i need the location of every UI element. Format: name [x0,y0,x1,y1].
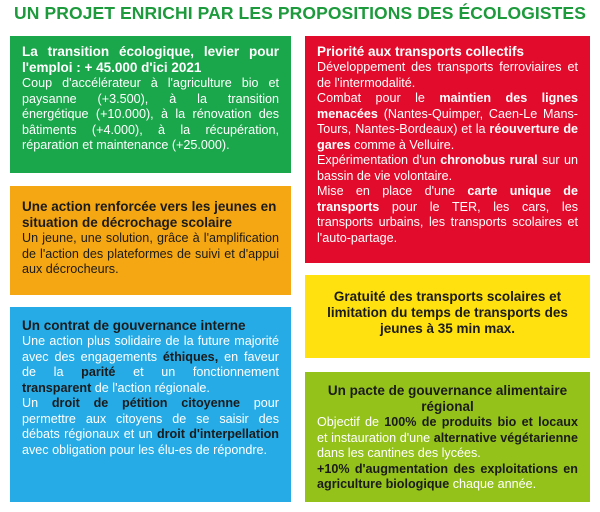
box-transports-p2: Combat pour le maintien des lignes menacées (Nantes-Quimper, Caen-Le Mans-Tours, Nantes-Bordeaux) et la réouverture de gares comme à Velluire. [317,91,579,152]
box-alimentaire-p2: +10% d'augmentation des exploitations en agriculture biologique chaque année. [317,461,578,491]
box-emploi-heading: La transition écologique, levier pour l'emploi : + 45.000 d'ici 2021 [22,44,279,75]
box-transports [305,36,590,263]
box-gouvernance [10,307,291,502]
box-alimentaire [305,372,590,502]
box-gouvernance-p2: Un droit de pétition citoyenne pour permettre aux citoyens de se saisir des débats régionaux et un droit d'interpellation avec obligation pour les élu-es de répondre. [22,396,279,457]
box-gratuite [305,275,590,358]
box-emploi-body: Coup d'accélérateur à l'agriculture bio et paysanne (+3.500), à la transition énergétique (+10.000), à la rénovation des bâtiments (+4.000), à la récupération, réparation et maintenance (+25.000). [22,76,279,152]
box-alimentaire-heading: Un pacte de gouvernance alimentaire régional [327,383,568,414]
box-decrochage [10,186,291,295]
box-transports-heading: Priorité aux transports collectifs [317,44,525,59]
box-decrochage-body: Un jeune, une solution, grâce à l'amplification de l'action des plateformes de suivi et d'appui aux décrocheurs. [22,231,279,276]
box-alimentaire-p1: Objectif de 100% de produits bio et locaux et instauration d'une alternative végétarienne dans les cantines des lycées. [317,415,579,460]
box-gratuite-heading: Gratuité des transports scolaires et limitation du temps de transports des jeunes à 35 min max. [327,289,568,336]
box-gouvernance-p1: Une action plus solidaire de la future majorité avec des engagements éthiques, en faveur de la parité et un fonctionnement transparent de l'action régionale. [22,334,280,395]
box-gouvernance-heading: Un contrat de gouvernance interne [22,318,246,333]
box-decrochage-heading: Une action renforcée vers les jeunes en situation de décrochage scolaire [22,199,277,230]
box-emploi [10,36,291,173]
box-transports-p3: Expérimentation d'un chronobus rural sur un bassin de vie volontaire. [317,153,578,183]
box-transports-p4: Mise en place d'une carte unique de transports pour le TER, les cars, les transports urbains, les transports scolaires et l'auto-partage. [317,184,579,245]
box-transports-p1: Développement des transports ferroviaires et de l'intermodalité. [317,60,578,90]
page-title: UN PROJET ENRICHI PAR LES PROPOSITIONS DES ÉCOLOGISTES [14,3,586,23]
